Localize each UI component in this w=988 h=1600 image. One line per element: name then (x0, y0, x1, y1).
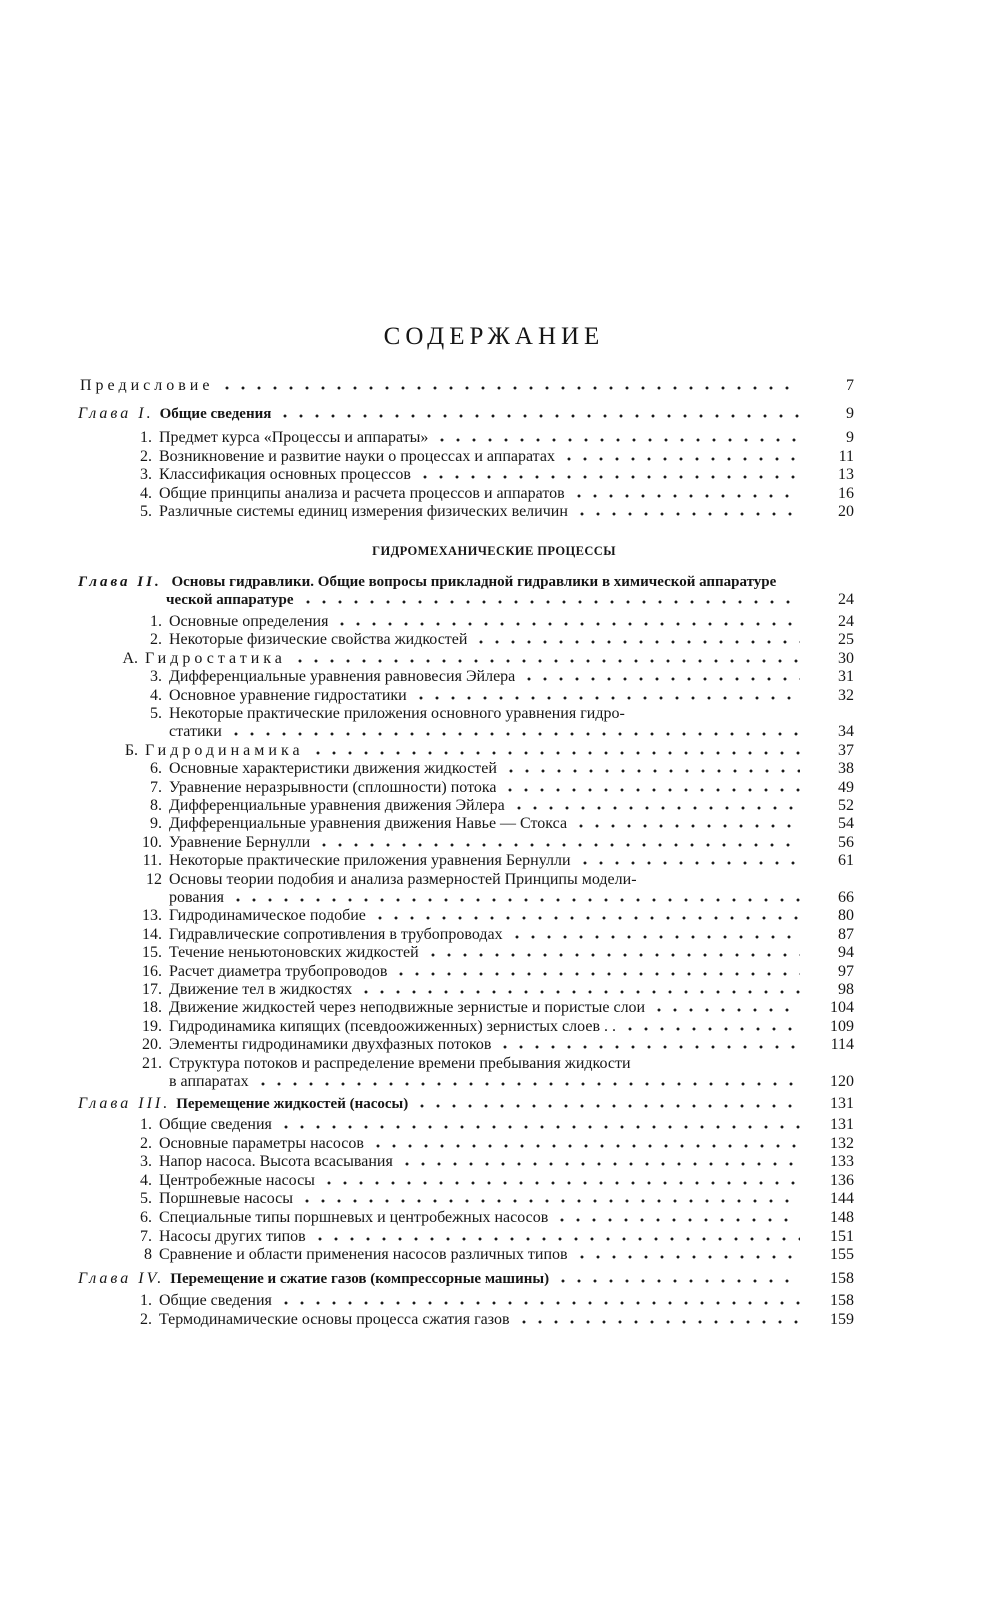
entry-number: 20. (142, 1036, 162, 1054)
entry-title: Некоторые физические свойства жидкостей (169, 631, 468, 649)
toc-entry (140, 797, 800, 815)
toc-entry (130, 485, 800, 503)
entry-title: Уравнение неразрывности (сплошности) потока (169, 778, 497, 796)
toc-entry (140, 852, 800, 870)
entry-number: 8 (144, 1246, 152, 1264)
entry-page: 9 (846, 429, 854, 446)
entry-page: 54 (838, 815, 854, 833)
entry-title: Различные системы единиц измерения физических величин (159, 503, 568, 520)
entry-title-cont: рования (169, 889, 224, 906)
entry-title-cont: в аппаратах (169, 1073, 249, 1090)
entry-page: 37 (838, 741, 854, 759)
leader-dots (411, 695, 800, 701)
entry-page: 49 (838, 778, 854, 796)
toc-entry (140, 760, 800, 778)
leader-dots (471, 639, 800, 645)
page-title: СОДЕРЖАНИЕ (383, 323, 605, 350)
leader-dots (507, 934, 800, 940)
entry-page: 87 (838, 925, 854, 943)
entry-title: Классификация основных процессов (159, 466, 411, 483)
leader-dots (356, 989, 800, 995)
toc-entry (130, 1209, 800, 1227)
section-heading: ГИДРОМЕХАНИЧЕСКИЕ ПРОЦЕССЫ (372, 544, 616, 558)
toc-entry (140, 834, 800, 852)
toc-entry (116, 742, 800, 760)
entry-page: 151 (830, 1227, 854, 1245)
entry-number: 12 (146, 870, 162, 888)
entry-page: 32 (838, 686, 854, 704)
entry-title: Гидродинамика (145, 741, 304, 759)
chapter-2-heading (78, 573, 798, 591)
preface-page: 7 (846, 377, 854, 394)
toc-entry (130, 1172, 800, 1190)
toc-entry (140, 613, 800, 631)
leader-dots (297, 1198, 800, 1204)
leader-dots (514, 1319, 800, 1325)
entry-title: Общие принципы анализа и расчета процессов и аппаратов (159, 484, 565, 502)
toc-entry (140, 944, 800, 962)
leader-dots (276, 1124, 800, 1130)
toc-entry (140, 1036, 800, 1054)
entry-title: Дифференциальные уравнения равновесия Эйлера (169, 668, 516, 686)
leader-dots (569, 493, 800, 499)
entry-title: Возникновение и развитие науки о процессах и аппаратах (159, 447, 555, 465)
entry-number: 5. (140, 503, 152, 520)
entry-page: 61 (838, 852, 854, 870)
leader-dots (308, 750, 800, 756)
entry-title: Течение неньютоновских жидкостей (169, 944, 419, 962)
toc-entry (130, 1153, 800, 1171)
leader-dots (519, 676, 800, 682)
entry-number: 2. (150, 631, 162, 649)
entry-page: 31 (838, 668, 854, 686)
entry-number: 4. (150, 686, 162, 704)
chapter-4-name: Перемещение и сжатие газов (компрессорные машины) (170, 1271, 550, 1287)
entry-title: Основные характеристики движения жидкостей (169, 760, 497, 778)
entry-number: 10. (142, 833, 162, 851)
entry-page: 13 (838, 466, 854, 483)
entry-title-cont: статики (169, 723, 222, 741)
entry-number: 18. (142, 999, 162, 1017)
entry-title: Дифференциальные уравнения движения Навье — Стокса (169, 815, 568, 833)
entry-number: 2. (140, 447, 152, 465)
entry-page: 158 (830, 1292, 854, 1309)
leader-dots (649, 1007, 800, 1013)
chapter-1-key: Глава I. (78, 405, 154, 422)
chapter-3-key: Глава III. (78, 1095, 171, 1112)
entry-page: 52 (838, 797, 854, 814)
leader-dots (217, 385, 800, 391)
toc-entry (130, 1135, 800, 1153)
entry-number: 7. (150, 778, 162, 796)
leader-dots (553, 1278, 800, 1284)
toc-entry (140, 705, 625, 723)
entry-title: Напор насоса. Высота всасывания (159, 1153, 393, 1171)
entry-number: Б. (124, 741, 138, 759)
entry-title: Гидравлические сопротивления в трубопроводах (169, 925, 503, 943)
toc-entry (140, 668, 800, 686)
leader-dots (501, 768, 800, 774)
entry-title: Дифференциальные уравнения движения Эйлера (169, 797, 505, 814)
toc-entry (130, 1116, 800, 1134)
entry-number: 1. (150, 613, 162, 630)
entry-number: 7. (140, 1227, 152, 1245)
entry-page: 98 (838, 981, 854, 998)
toc-entry (130, 1228, 800, 1246)
leader-dots (432, 437, 800, 443)
toc-entry (140, 981, 800, 999)
entry-title: Структура потоков и распределение времени пребывания жидкости (169, 1054, 631, 1072)
chapter-2-name-cont: ческой аппаратуре (166, 592, 294, 608)
toc-entry (140, 963, 800, 981)
entry-title: Поршневые насосы (159, 1190, 293, 1208)
entry-number: 5. (140, 1190, 152, 1208)
leader-dots (319, 1180, 800, 1186)
toc-entry (140, 687, 800, 705)
entry-title: Общие сведения (159, 1116, 272, 1133)
toc-entry (140, 779, 800, 797)
leader-dots (500, 787, 800, 793)
leader-dots (275, 413, 800, 419)
toc-entry (130, 466, 800, 484)
entry-title: Термодинамические основы процесса сжатия газов (159, 1310, 510, 1328)
leader-dots (391, 971, 800, 977)
entry-number: 8. (150, 797, 162, 814)
entry-page: 109 (830, 1017, 854, 1035)
toc-entry (130, 429, 800, 447)
entry-title: Гидродинамика кипящих (псевдоожиженных) зернистых слоев . . (169, 1017, 616, 1035)
leader-dots (276, 1300, 800, 1306)
leader-dots (552, 1217, 800, 1223)
toc-entry (130, 1311, 800, 1329)
toc-entry (140, 999, 800, 1017)
leader-dots (572, 1254, 800, 1260)
entry-title: Насосы других типов (159, 1227, 306, 1245)
toc-entry (140, 631, 800, 649)
entry-number: 15. (142, 944, 162, 962)
entry-page: 20 (838, 503, 854, 520)
entry-page: 94 (838, 944, 854, 962)
entry-title: Общие сведения (159, 1292, 272, 1309)
leader-dots (412, 1103, 800, 1109)
leader-dots (314, 842, 800, 848)
entry-number: 1. (140, 1116, 152, 1133)
entry-number: 9. (150, 815, 162, 833)
entry-page: 155 (830, 1246, 854, 1264)
entry-title: Элементы гидродинамики двухфазных потоков (169, 1036, 492, 1054)
entry-number: 1. (140, 1292, 152, 1309)
entry-title: Основные параметры насосов (159, 1134, 364, 1152)
toc-entry-cont (169, 889, 800, 907)
entry-page: 34 (838, 723, 854, 741)
chapter-1-name: Общие сведения (159, 406, 272, 422)
entry-title: Движение жидкостей через неподвижные зернистые и пористые слои (169, 999, 646, 1017)
toc-entry-preface (80, 377, 800, 395)
entry-title: Основное уравнение гидростатики (169, 686, 407, 704)
entry-number: 2. (140, 1310, 152, 1328)
entry-page: 80 (838, 907, 854, 925)
entry-number: 1. (140, 429, 152, 446)
leader-dots (332, 621, 800, 627)
entry-page: 97 (838, 962, 854, 980)
entry-page: 11 (838, 447, 854, 465)
entry-number: 19. (142, 1017, 162, 1035)
entry-title: Расчет диаметра трубопроводов (169, 962, 388, 980)
entry-page: 114 (830, 1036, 854, 1054)
leader-dots (559, 456, 800, 462)
leader-dots (370, 915, 800, 921)
entry-page: 136 (830, 1171, 854, 1189)
entry-title: Гидродинамическое подобие (169, 907, 366, 925)
entry-title: Движение тел в жидкостях (169, 981, 353, 998)
entry-title: Сравнение и области применения насосов различных типов (159, 1246, 568, 1264)
entry-page: 120 (830, 1073, 854, 1090)
entry-number: 4. (140, 1171, 152, 1189)
toc-entry (130, 503, 800, 521)
entry-number: 5. (150, 705, 162, 722)
entry-title: Специальные типы поршневых и центробежных насосов (159, 1209, 549, 1226)
entry-number: 14. (142, 925, 162, 943)
entry-page: 24 (838, 613, 854, 630)
toc-entry (116, 650, 800, 668)
entry-number: 3. (140, 466, 152, 483)
chapter-1-heading (78, 405, 800, 423)
entry-title: Некоторые практические приложения уравнения Бернулли (169, 852, 571, 870)
leader-dots (298, 599, 800, 605)
entry-page: 38 (838, 760, 854, 778)
entry-title: Предмет курса «Процессы и аппараты» (159, 429, 429, 446)
entry-number: 6. (140, 1209, 152, 1226)
toc-entry (140, 1018, 800, 1036)
leader-dots (423, 952, 800, 958)
chapter-4-heading (78, 1270, 800, 1288)
toc-entry (130, 1246, 800, 1264)
toc-entry (130, 1292, 800, 1310)
toc-entry-cont (169, 1073, 800, 1091)
entry-title: Основы теории подобия и анализа размерностей Принципы модели- (169, 870, 637, 888)
toc-entry (140, 815, 800, 833)
preface-label: Предисловие (80, 377, 214, 394)
chapter-4-key: Глава IV. (78, 1270, 165, 1287)
leader-dots (415, 474, 800, 480)
chapter-1-page: 9 (846, 405, 854, 422)
entry-title: Уравнение Бернулли (169, 833, 311, 851)
toc-entry (140, 907, 800, 925)
entry-page: 25 (838, 631, 854, 649)
toc-entry (140, 1055, 631, 1073)
entry-page: 144 (830, 1190, 854, 1208)
entry-number: 13. (142, 907, 162, 925)
entry-title: Центробежные насосы (159, 1171, 315, 1189)
entry-page: 66 (838, 889, 854, 906)
entry-number: 11. (142, 852, 162, 870)
entry-page: 159 (830, 1310, 854, 1328)
toc-entry (130, 448, 800, 466)
entry-number: 17. (142, 981, 162, 998)
chapter-3-name: Перемещение жидкостей (насосы) (176, 1096, 409, 1112)
leader-dots (571, 823, 800, 829)
chapter-2-heading-cont (166, 591, 800, 609)
entry-number: 3. (150, 668, 162, 686)
entry-number: А. (122, 649, 138, 667)
leader-dots (620, 1026, 800, 1032)
entry-page: 148 (830, 1209, 854, 1226)
entry-number: 3. (140, 1153, 152, 1171)
entry-number: 21. (142, 1054, 162, 1072)
entry-page: 132 (830, 1134, 854, 1152)
leader-dots (572, 511, 800, 517)
entry-page: 131 (830, 1116, 854, 1133)
leader-dots (368, 1143, 800, 1149)
entry-page: 104 (830, 999, 854, 1017)
entry-page: 133 (830, 1153, 854, 1171)
leader-dots (253, 1081, 800, 1087)
chapter-2-page: 24 (838, 591, 854, 608)
leader-dots (495, 1044, 800, 1050)
chapter-3-page: 131 (830, 1095, 854, 1112)
leader-dots (509, 805, 800, 811)
entry-page: 16 (838, 484, 854, 502)
entry-number: 6. (150, 760, 162, 778)
toc-entry (130, 1190, 800, 1208)
entry-page: 30 (838, 649, 854, 667)
leader-dots (310, 1236, 800, 1242)
entry-number: 2. (140, 1134, 152, 1152)
entry-number: 4. (140, 484, 152, 502)
entry-title: Гидростатика (145, 649, 286, 667)
entry-number: 16. (142, 962, 162, 980)
toc-entry (140, 871, 637, 889)
chapter-3-heading (78, 1095, 800, 1113)
chapter-2-name: Основы гидравлики. Общие вопросы прикладной гидравлики в химической аппаратуре (171, 574, 777, 590)
entry-page: 56 (838, 833, 854, 851)
chapter-4-page: 158 (830, 1270, 854, 1287)
toc-entry-cont (169, 723, 800, 741)
leader-dots (290, 658, 800, 664)
entry-title: Некоторые практические приложения основного уравнения гидро- (169, 705, 625, 722)
leader-dots (226, 731, 800, 737)
toc-entry (140, 926, 800, 944)
leader-dots (575, 860, 800, 866)
chapter-2-key: Глава II. (78, 574, 162, 590)
leader-dots (397, 1161, 800, 1167)
entry-title: Основные определения (169, 613, 329, 630)
leader-dots (228, 897, 800, 903)
